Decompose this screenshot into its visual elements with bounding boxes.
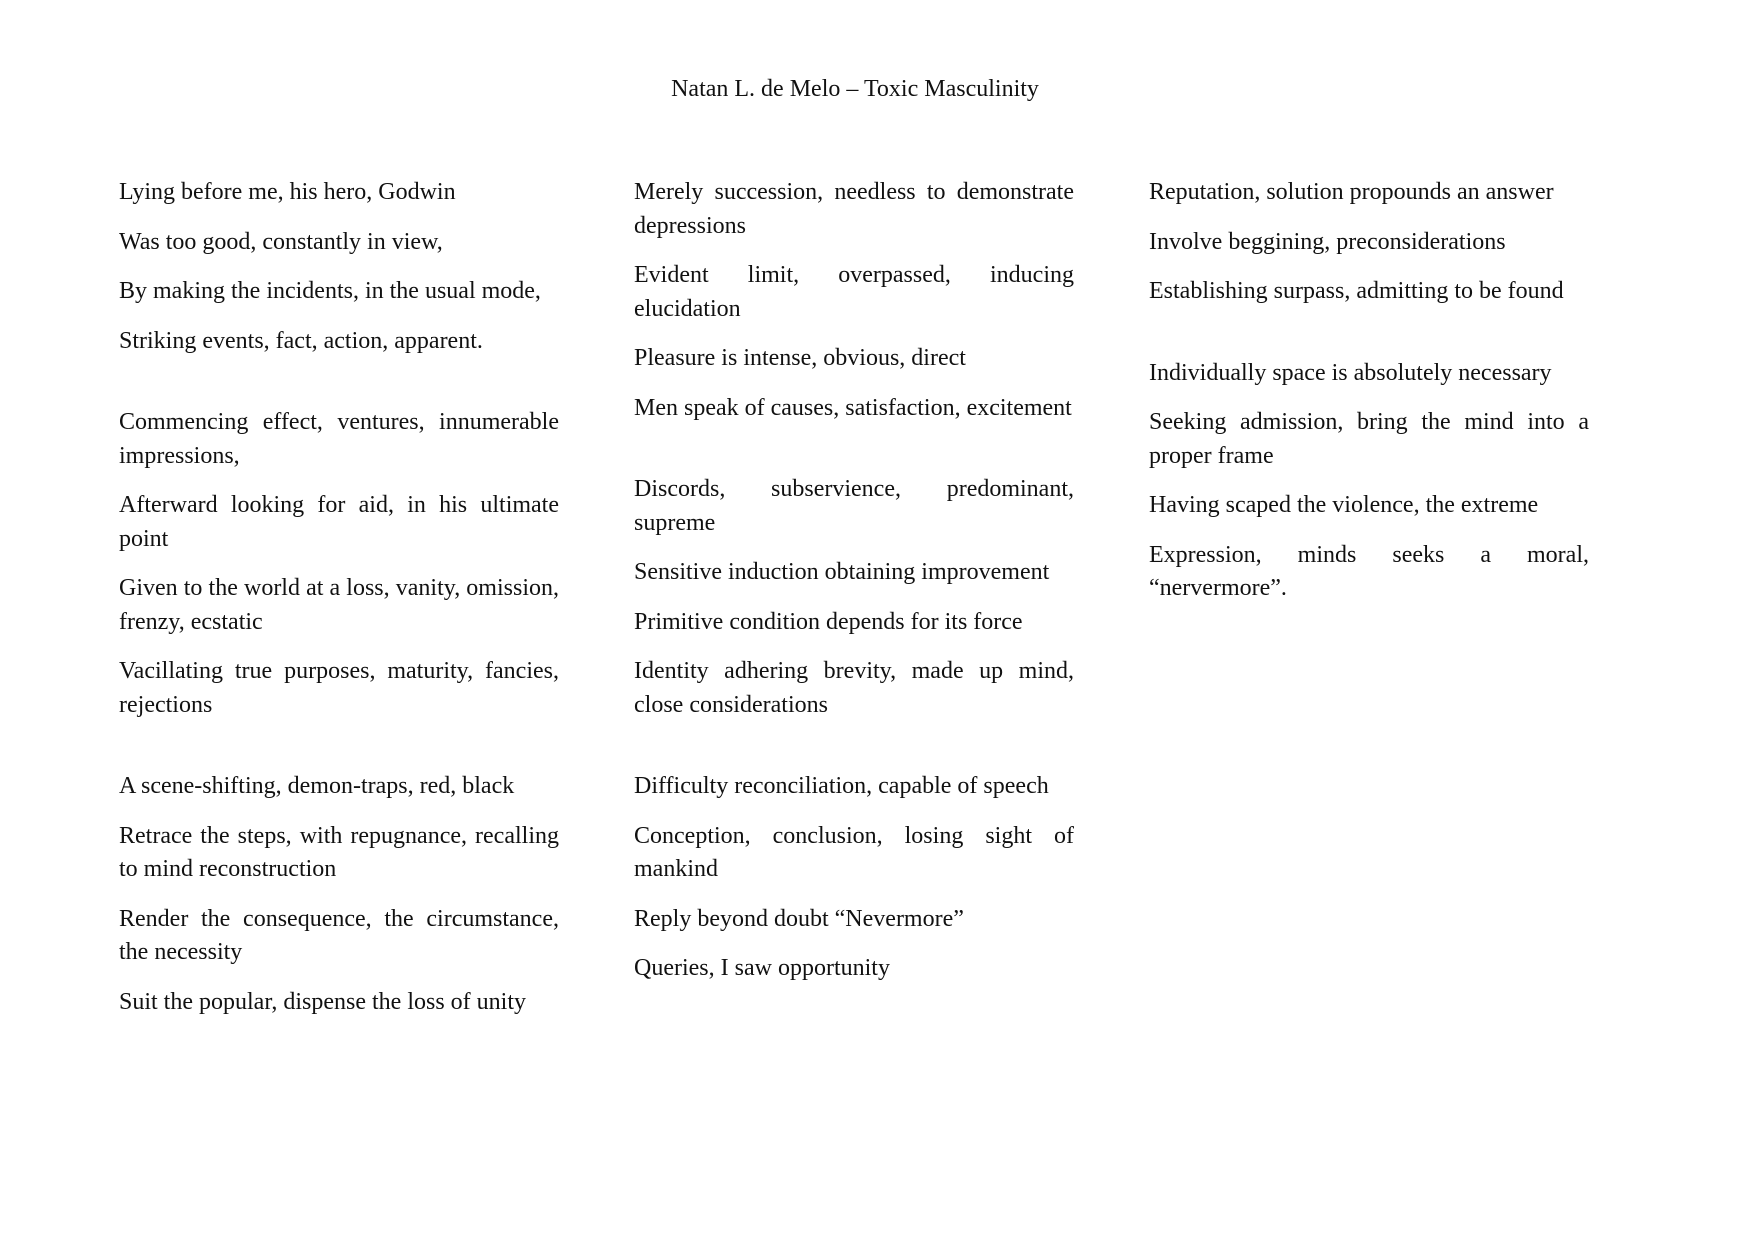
poem-line: Afterward looking for aid, in his ultimate point [119, 492, 559, 552]
poem-line: A scene-shifting, demon-traps, red, black [119, 773, 515, 799]
poem-line: By making the incidents, in the usual mode, [119, 278, 541, 304]
poem-line: Seeking admission, bring the mind into a proper frame [1149, 409, 1589, 469]
poem-line: Primitive condition depends for its force [634, 608, 1023, 635]
poem-line: Conception, conclusion, losing sight of mankind [634, 822, 1074, 882]
stanza [634, 770, 1074, 986]
poem-line: Evident limit, overpassed, inducing elucidation [634, 262, 1074, 322]
poem-line: Commencing effect, ventures, innumerable impressions, [119, 409, 559, 469]
stanza [119, 406, 559, 722]
poem-line: Individually space is absolutely necessary [1149, 359, 1552, 386]
poem-line: Men speak of causes, satisfaction, excitement [634, 394, 1072, 421]
stanza [119, 770, 559, 1019]
poem-line: Merely succession, needless to demonstrate depressions [634, 179, 1074, 239]
stanza [119, 176, 559, 358]
poem-column-1 [119, 176, 559, 1067]
stanza [634, 176, 1074, 425]
page-title: Natan L. de Melo – Toxic Masculinity [671, 76, 1039, 102]
poem-line: Discords, subservience, predominant, supreme [634, 476, 1074, 536]
poem-line: Lying before me, his hero, Godwin [119, 179, 456, 205]
poem-line: Striking events, fact, action, apparent. [119, 327, 483, 354]
poem-line: Having scaped the violence, the extreme [1149, 492, 1539, 518]
poem-line: Expression, minds seeks a moral, “nervermore”. [1149, 541, 1589, 601]
poem-line: Pleasure is intense, obvious, direct [634, 345, 966, 371]
stanza [634, 473, 1074, 722]
poem-line: Sensitive induction obtaining improvement [634, 559, 1050, 585]
poem-line: Difficulty reconciliation, capable of speech [634, 773, 1049, 799]
poem-line: Render the consequence, the circumstance, the necessity [119, 905, 559, 965]
poem-line: Reputation, solution propounds an answer [1149, 179, 1554, 205]
poem-line: Involve beggining, preconsiderations [1149, 228, 1506, 255]
poem-column-3 [1149, 176, 1589, 654]
poem-line: Suit the popular, dispense the loss of unity [119, 988, 527, 1015]
poem-line: Establishing surpass, admitting to be found [1149, 278, 1564, 304]
stanza [1149, 357, 1589, 606]
poem-line: Given to the world at a loss, vanity, omission, frenzy, ecstatic [119, 575, 559, 635]
poem-line: Was too good, constantly in view, [119, 228, 443, 255]
poem-line: Queries, I saw opportunity [634, 955, 890, 981]
poem-column-2 [634, 176, 1074, 1034]
stanza [1149, 176, 1589, 309]
poem-line: Reply beyond doubt “Nevermore” [634, 905, 964, 932]
poem-line: Retrace the steps, with repugnance, recalling to mind reconstruction [119, 822, 559, 882]
poem-line: Vacillating true purposes, maturity, fancies, rejections [119, 658, 559, 718]
poem-line: Identity adhering brevity, made up mind, close considerations [634, 658, 1074, 718]
